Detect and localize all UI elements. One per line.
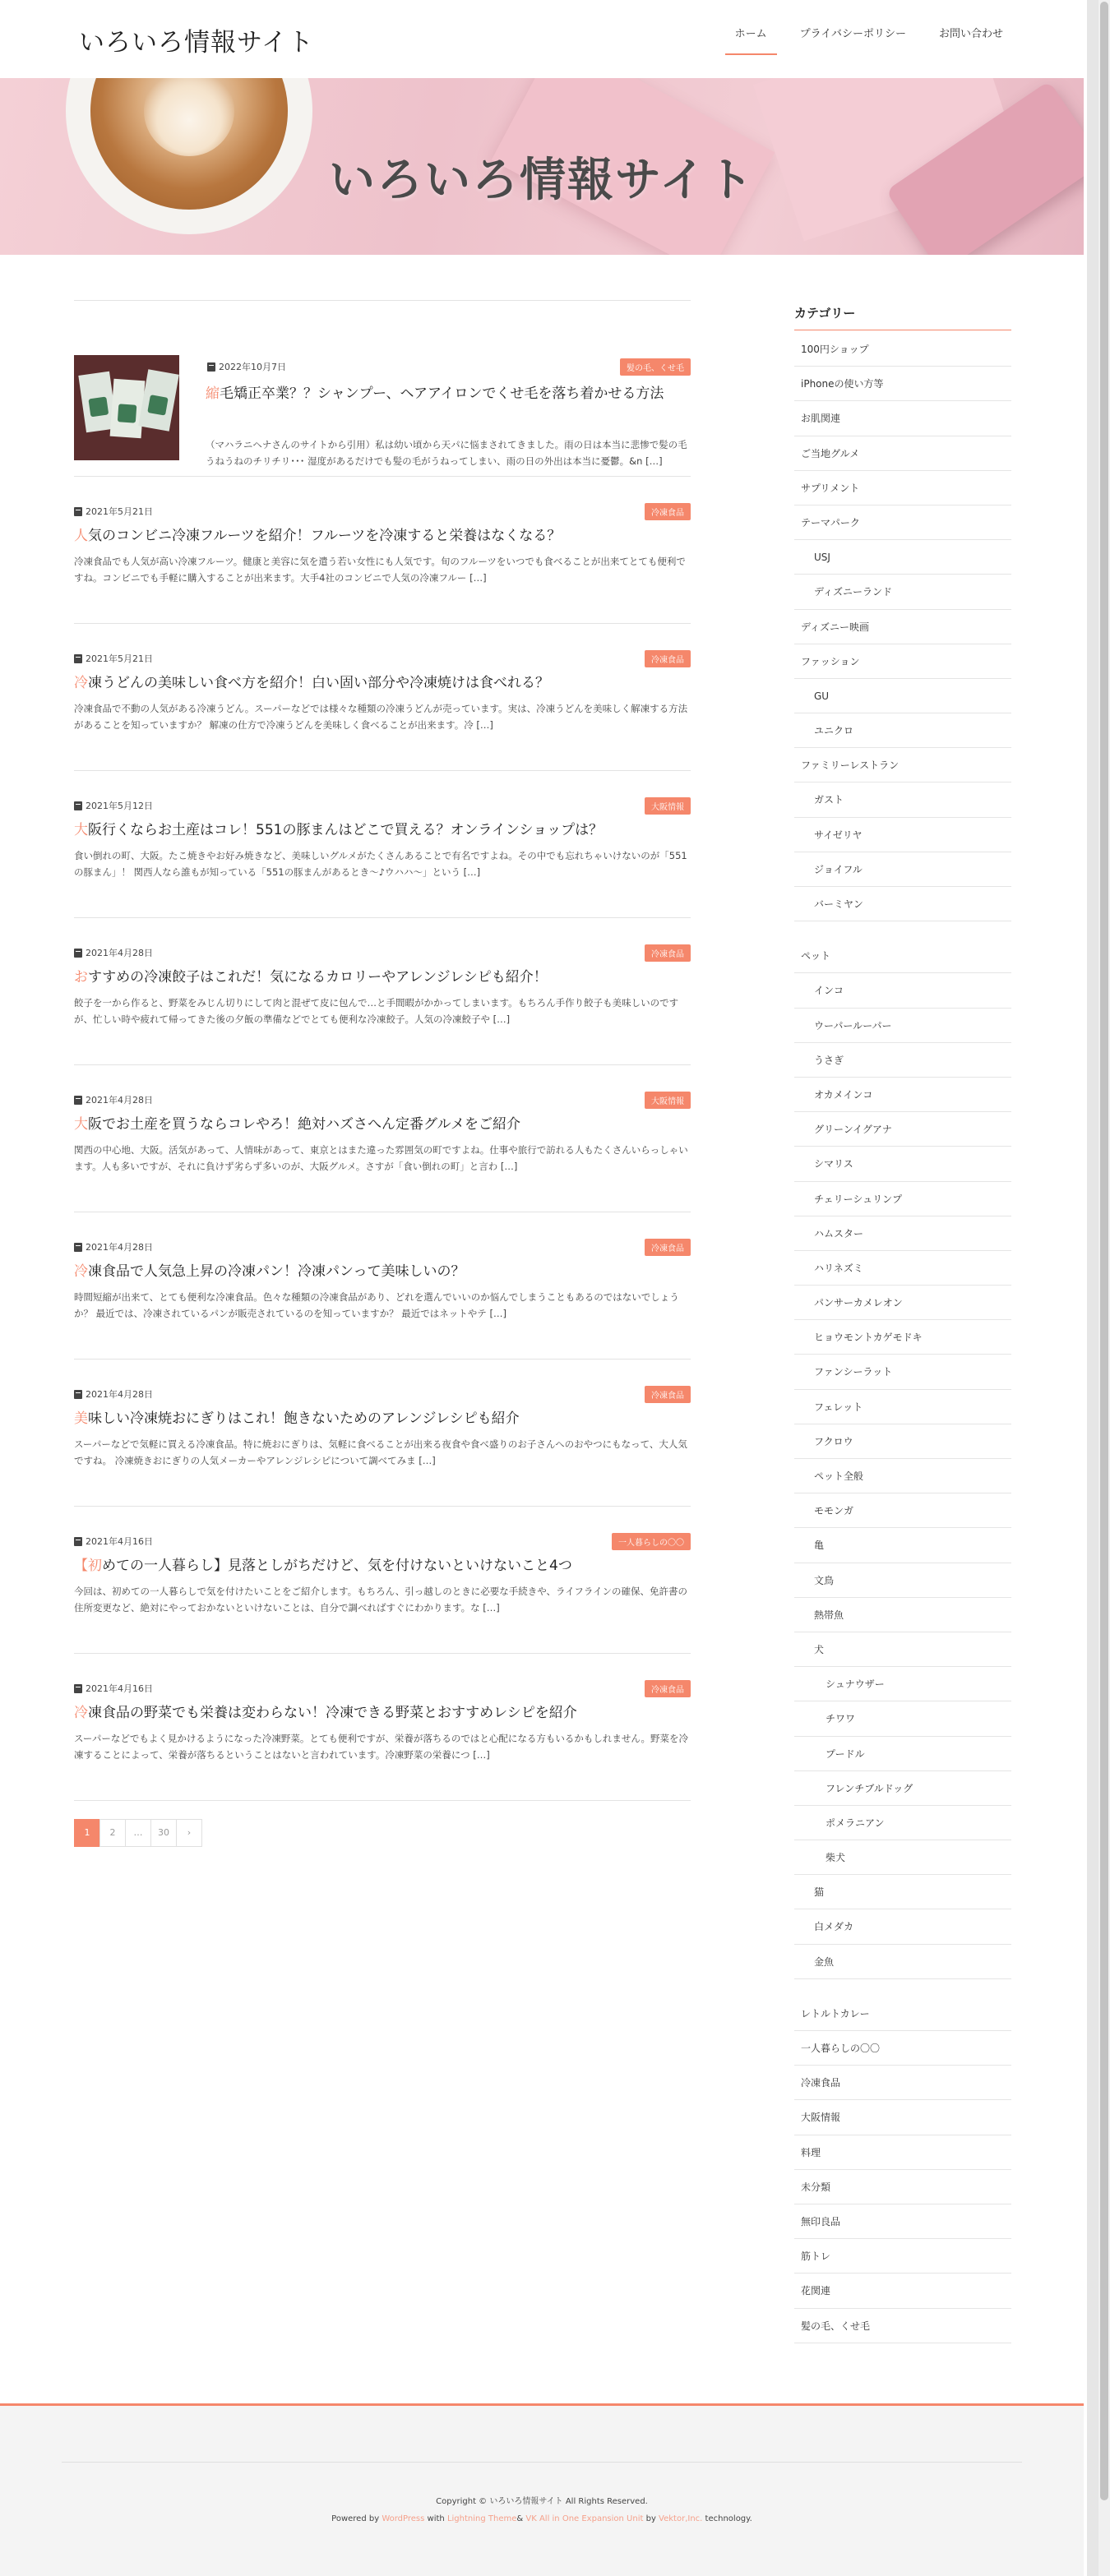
category-item[interactable]: ユニクロ (794, 713, 1011, 748)
category-item[interactable]: ペット (794, 939, 1011, 973)
nav-home[interactable]: ホーム (725, 25, 777, 55)
scrollbar[interactable] (1098, 0, 1110, 2576)
category-item[interactable]: 金魚 (794, 1945, 1011, 1979)
post-title[interactable]: 冷凍うどんの美味しい食べ方を紹介！白い固い部分や冷凍焼けは食べれる？ (74, 675, 549, 691)
category-item[interactable]: モモンガ (794, 1493, 1011, 1528)
post-excerpt: 時間短縮が出来て、とても便利な冷凍食品。色々な種類の冷凍食品があり、どれを選んでいいのか悩んでしまうこともあるのではないでしょうか？ 最近では、冷凍されているパンが販売されているのを知っていますか？ 最近ではネットやテ […] (74, 1291, 679, 1319)
category-item[interactable]: 髪の毛、くせ毛 (794, 2309, 1011, 2343)
post-excerpt: 冷凍食品で不動の人気がある冷凍うどん。スーパーなどでは様々な種類の冷凍うどんが売っています。実は、冷凍うどんを美味しく解凍する方法があることを知っていますか？ 解凍の仕方で冷凍うどんを美味しく食べることが出来ます。冷 […] (74, 703, 688, 731)
post-excerpt: 餃子を一から作ると、野菜をみじん切りにして肉と混ぜて皮に包んで…と手間暇がかかってしまいます。もちろん手作り餃子も美味しいのですが、忙しい時や疲れて帰ってきた後の夕飯の準備などでとても便利な冷凍餃子。人気の冷凍餃子や […] (74, 997, 679, 1025)
post-title[interactable]: 冷凍食品で人気急上昇の冷凍パン！冷凍パンって美味しいの？ (74, 1263, 465, 1280)
category-badge[interactable]: 髪の毛、くせ毛 (620, 358, 691, 376)
page-ellipsis: … (125, 1819, 151, 1847)
category-item[interactable]: 一人暮らしの〇〇 (794, 2031, 1011, 2066)
category-item[interactable]: 熱帯魚 (794, 1598, 1011, 1632)
category-item[interactable]: サプリメント (794, 471, 1011, 506)
page-2[interactable]: 2 (99, 1819, 126, 1847)
post-date: 2021年5月12日 (74, 799, 153, 812)
category-item[interactable]: シュナウザー (794, 1667, 1011, 1701)
category-item[interactable]: 筋トレ (794, 2239, 1011, 2274)
post-item (74, 1507, 691, 1654)
category-item[interactable]: ハムスター (794, 1216, 1011, 1251)
category-item[interactable]: 冷凍食品 (794, 2066, 1011, 2100)
lightning-theme-link[interactable]: Lightning Theme (446, 2514, 517, 2523)
category-item[interactable]: ガスト (794, 782, 1011, 817)
calendar-icon (74, 1096, 82, 1105)
vektor-link[interactable]: Vektor,Inc. (659, 2514, 703, 2523)
category-spacer (794, 1979, 1011, 1997)
post-excerpt: 食い倒れの町、大阪。たこ焼きやお好み焼きなど、美味しいグルメがたくさんあることで有名ですよね。その中でも忘れちゃいけないのが「551の豚まん」！ 関西人なら誰もが知っている「551の豚まんがあるとき～♪ウハハ～」という […] (74, 850, 687, 878)
post-title[interactable]: 大阪行くならお土産はコレ！551の豚まんはどこで買える？オンラインショップは？ (74, 822, 604, 838)
category-badge[interactable]: 冷凍食品 (645, 944, 691, 962)
category-item[interactable]: フクロウ (794, 1424, 1011, 1459)
post-title[interactable]: 【初めての一人暮らし】見落としがちだけど、気を付けないといけないこと4つ (74, 1558, 572, 1574)
category-item[interactable]: 白メダカ (794, 1909, 1011, 1944)
calendar-icon (74, 654, 82, 663)
category-item[interactable]: ジョイフル (794, 852, 1011, 887)
category-item[interactable]: バーミヤン (794, 887, 1011, 921)
category-item[interactable]: 亀 (794, 1528, 1011, 1563)
category-item[interactable]: 花関連 (794, 2274, 1011, 2308)
category-item[interactable]: 文鳥 (794, 1563, 1011, 1598)
powered-by: Powered by WordPress with Lightning Theme& VK All in One Expansion Unit by Vektor,Inc. technology. (331, 2514, 752, 2523)
global-nav (712, 25, 1013, 55)
category-item[interactable]: ご当地グルメ (794, 436, 1011, 471)
category-item[interactable]: 大阪情報 (794, 2100, 1011, 2135)
category-badge[interactable]: 一人暮らしの〇〇 (612, 1533, 691, 1550)
category-item[interactable]: フェレット (794, 1390, 1011, 1424)
category-item[interactable]: ファッション (794, 644, 1011, 679)
post-item (74, 477, 691, 624)
category-item[interactable]: グリーンイグアナ (794, 1112, 1011, 1147)
site-header (0, 0, 1084, 78)
category-spacer (794, 921, 1011, 939)
post-title[interactable]: 冷凍食品の野菜でも栄養は変わらない！冷凍できる野菜とおすすめレシピを紹介 (74, 1705, 577, 1721)
category-item[interactable]: パンサーカメレオン (794, 1286, 1011, 1320)
category-badge[interactable]: 大阪情報 (645, 797, 691, 815)
category-badge[interactable]: 冷凍食品 (645, 503, 691, 520)
post-item (74, 918, 691, 1065)
page-1[interactable]: 1 (74, 1819, 100, 1847)
site-footer (0, 2403, 1084, 2576)
next-page-button[interactable]: › (176, 1819, 202, 1847)
category-item[interactable]: サイゼリヤ (794, 818, 1011, 852)
category-item[interactable]: ハリネズミ (794, 1251, 1011, 1286)
post-thumbnail[interactable] (74, 355, 179, 460)
hero-banner (0, 78, 1084, 255)
category-item[interactable]: ディズニーランド (794, 575, 1011, 609)
category-item[interactable]: インコ (794, 973, 1011, 1008)
category-item[interactable]: フレンチブルドッグ (794, 1771, 1011, 1806)
post-date: 2021年5月21日 (74, 652, 153, 665)
category-item[interactable]: テーマパーク (794, 506, 1011, 540)
category-item[interactable]: GU (794, 679, 1011, 713)
post-item (74, 329, 691, 477)
nav-contact[interactable]: お問い合わせ (938, 28, 1003, 40)
calendar-icon (74, 949, 82, 958)
site-title[interactable]: いろいろ情報サイト (79, 28, 314, 58)
calendar-icon (74, 507, 82, 516)
post-excerpt: スーパーなどでもよく見かけるようになった冷凍野菜。とても便利ですが、栄養が落ちるのではと心配になる方もいるかもしれません。野菜を冷凍することによって、栄養が落ちるということはないと言われています。冷凍野菜の栄養につ […] (74, 1733, 689, 1761)
post-date: 2021年4月28日 (74, 1240, 153, 1253)
divider (62, 2462, 1022, 2463)
post-item (74, 1212, 691, 1360)
post-date: 2021年4月28日 (74, 946, 153, 959)
category-item[interactable]: チェリーシュリンプ (794, 1182, 1011, 1216)
calendar-icon (74, 1243, 82, 1252)
post-date: 2021年4月16日 (74, 1535, 153, 1548)
category-badge[interactable]: 大阪情報 (645, 1092, 691, 1109)
post-list (74, 300, 691, 1847)
category-item[interactable]: ディズニー映画 (794, 610, 1011, 644)
category-item[interactable]: 料理 (794, 2135, 1011, 2170)
category-item[interactable]: お肌関連 (794, 401, 1011, 436)
pagination (74, 1819, 691, 1847)
category-badge[interactable]: 冷凍食品 (645, 1680, 691, 1697)
category-item[interactable]: ファンシーラット (794, 1355, 1011, 1389)
post-date: 2021年4月28日 (74, 1387, 153, 1401)
post-excerpt: 今回は、初めての一人暮らしで気を付けたいことをご紹介します。もちろん、引っ越しのときに必要な手続きや、ライフラインの確保、免許書の住所変更など、絶対にやっておかないといけないことは、自分で調べればすぐにわかります。な […] (74, 1586, 687, 1613)
post-item (74, 1065, 691, 1212)
category-item[interactable]: ヒョウモントカゲモドキ (794, 1320, 1011, 1355)
category-list (794, 332, 1011, 2343)
category-item[interactable]: 犬 (794, 1632, 1011, 1667)
page-30[interactable]: 30 (150, 1819, 177, 1847)
category-item[interactable]: ポメラニアン (794, 1806, 1011, 1840)
nav-privacy-policy[interactable]: プライバシーポリシー (799, 28, 906, 40)
calendar-icon (74, 1537, 82, 1546)
category-item[interactable]: ファミリーレストラン (794, 748, 1011, 782)
scrollbar-thumb[interactable] (1100, 2, 1108, 2500)
category-badge[interactable]: 冷凍食品 (645, 650, 691, 667)
category-item[interactable]: シマリス (794, 1147, 1011, 1181)
category-item[interactable]: 未分類 (794, 2170, 1011, 2204)
post-date: 2021年4月28日 (74, 1093, 153, 1106)
post-date: 2021年5月21日 (74, 505, 153, 518)
category-badge[interactable]: 冷凍食品 (645, 1386, 691, 1403)
category-item[interactable]: USJ (794, 540, 1011, 575)
category-item[interactable]: オカメインコ (794, 1078, 1011, 1112)
post-item (74, 1360, 691, 1507)
sidebar (794, 304, 1011, 2343)
category-item[interactable]: 柴犬 (794, 1840, 1011, 1875)
post-item (74, 624, 691, 771)
category-item[interactable]: ウーパールーパー (794, 1009, 1011, 1043)
category-widget-title: カテゴリー (794, 304, 1011, 330)
category-item[interactable]: 無印良品 (794, 2204, 1011, 2239)
category-item[interactable]: 猫 (794, 1875, 1011, 1909)
category-item[interactable]: チワワ (794, 1701, 1011, 1736)
post-date: 2021年4月16日 (74, 1682, 153, 1695)
post-title[interactable]: 縮毛矯正卒業？？シャンプー、ヘアアイロンでくせ毛を落ち着かせる方法 (206, 385, 664, 402)
post-item (74, 1654, 691, 1801)
post-item (74, 771, 691, 918)
copyright: Copyright © いろいろ情報サイト All Rights Reserved. (436, 2497, 648, 2506)
vk-expansion-link[interactable]: VK All in One Expansion Unit (525, 2514, 644, 2523)
post-title[interactable]: おすすめの冷凍餃子はこれだ！気になるカロリーやアレンジレシピも紹介！ (74, 969, 548, 986)
calendar-icon (207, 362, 215, 372)
category-item[interactable]: iPhoneの使い方等 (794, 367, 1011, 401)
post-title[interactable]: 美味しい冷凍焼おにぎりはこれ！飽きないためのアレンジレシピも紹介 (74, 1410, 520, 1427)
post-excerpt: 冷凍食品でも人気が高い冷凍フルーツ。健康と美容に気を遣う若い女性にも人気です。旬のフルーツをいつでも食べることが出来てとても便利ですね。コンビニでも手軽に購入することが出来ます。大手4社のコンビニで人気の冷凍フルー […] (74, 556, 686, 584)
category-item[interactable]: うさぎ (794, 1043, 1011, 1078)
divider (74, 300, 691, 301)
calendar-icon (74, 1390, 82, 1399)
post-excerpt: スーパーなどで気軽に買える冷凍食品。特に焼おにぎりは、気軽に食べることが出来る夜食や食べ盛りのお子さんへのおやつにもなって、大人気ですね。 冷凍焼きおにぎりの人気メーカーやアレンジレシピについて調べてみま […] (74, 1438, 687, 1466)
wordpress-link[interactable]: WordPress (382, 2514, 425, 2523)
category-badge[interactable]: 冷凍食品 (645, 1239, 691, 1256)
post-title[interactable]: 大阪でお土産を買うならコレやろ！絶対ハズさへん定番グルメをご紹介 (74, 1116, 520, 1133)
calendar-icon (74, 1684, 82, 1693)
category-item[interactable]: レトルトカレー (794, 1997, 1011, 2031)
calendar-icon (74, 801, 82, 810)
category-item[interactable]: ペット全般 (794, 1459, 1011, 1493)
hero-title: いろいろ情報サイト (328, 154, 756, 207)
post-date: 2022年10月7日 (207, 360, 286, 373)
category-item[interactable]: プードル (794, 1737, 1011, 1771)
post-title[interactable]: 人気のコンビニ冷凍フルーツを紹介！フルーツを冷凍すると栄養はなくなる？ (74, 528, 562, 544)
post-excerpt: 関西の中心地、大阪。活気があって、人情味があって、東京とはまた違った雰囲気の町ですよね。仕事や旅行で訪れる人もたくさんいらっしゃいます。人も多いですが、それに負けず劣らず多いのが、大阪グルメ。さすが「食い倒れの町」と言わ […] (74, 1144, 688, 1172)
category-item[interactable]: 100円ショップ (794, 332, 1011, 367)
post-excerpt: （マハラニヘナさんのサイトから引用）私は幼い頃から天パに悩まされてきました。雨の日は本当に悲惨で髪の毛うねうねのチリチリ･･･ 湿度があるだけでも髪の毛がうねってしまい、雨の日の外出は本当に憂鬱。&n […] (206, 439, 687, 467)
